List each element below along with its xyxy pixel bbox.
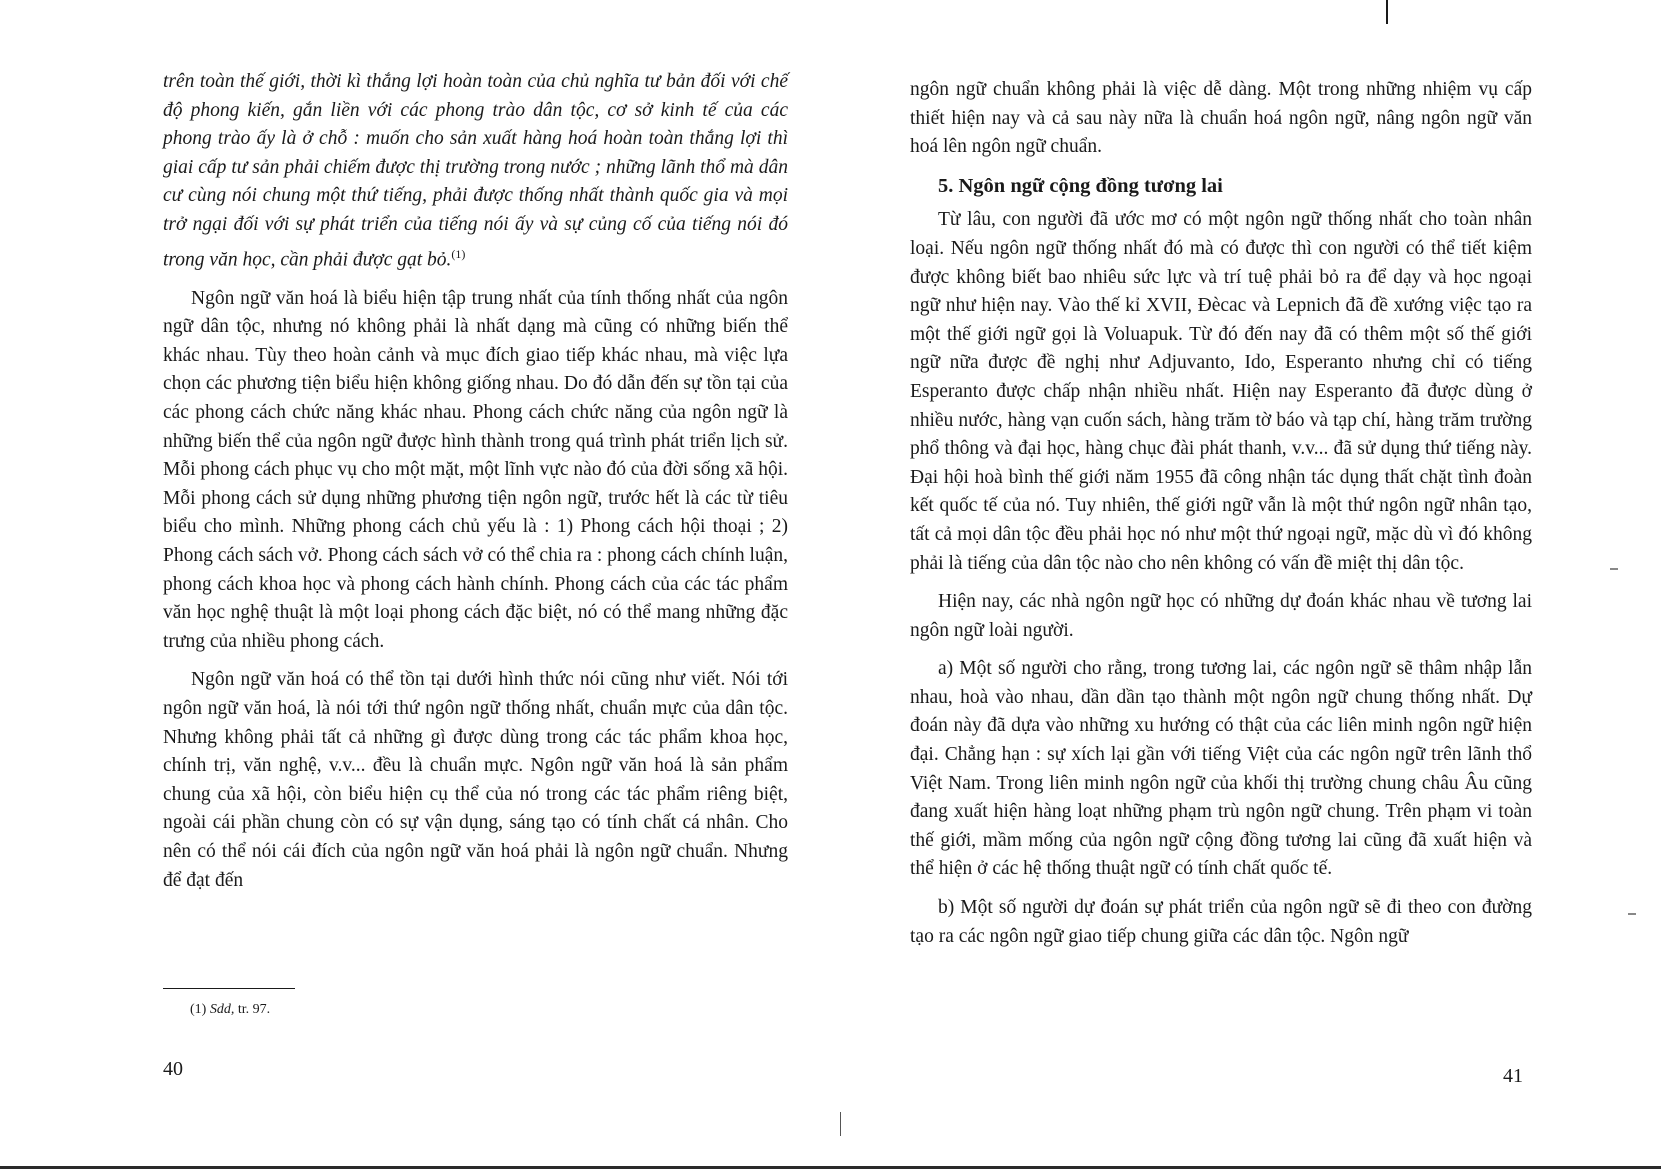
footnote-divider xyxy=(163,988,295,989)
paragraph: Ngôn ngữ văn hoá là biểu hiện tập trung nhất của tính thống nhất của ngôn ngữ dân tộc, nhưng nó không phải là nhất dạng mà cũng có những biến thể khác nhau. Tùy theo hoàn cảnh và mục đích giao tiếp khác nhau, mà việc lựa chọn các phương tiện biểu hiện không giống nhau. Do đó dẫn đến sự tồn tại của các phong cách chức năng khác nhau. Phong cách chức năng của ngôn ngữ là những biến thể của ngôn ngữ được hình thành trong quá trình phát triển lịch sử. Mỗi phong cách phục vụ cho một mặt, một lĩnh vực nào đó của đời sống xã hội. Mỗi phong cách sử dụng những phương tiện ngôn ngữ, trước hết là các từ tiêu biểu cho mình. Những phong cách chủ yếu là : 1) Phong cách hội thoại ; 2) Phong cách sách vở. Phong cách sách vở có thể chia ra : phong cách chính luận, phong cách khoa học và phong cách hành chính. Phong cách của các tác phẩm văn học nghệ thuật là một loại phong cách đặc biệt, nó có thể mang những đặc trưng của nhiều phong cách. xyxy=(163,287,788,652)
paragraph: Ngôn ngữ văn hoá có thể tồn tại dưới hình thức nói cũng như viết. Nói tới ngôn ngữ văn hoá, là nói tới thứ ngôn ngữ thống nhất, chuẩn mực của dân tộc. Nhưng không phải tất cả những gì được dùng trong các tác phẩm khoa học, chính trị, văn nghệ, v.v... đều là chuẩn mực. Ngôn ngữ văn hoá là sản phẩm chung của xã hội, còn biểu hiện cụ thể của nó trong các tác phẩm riêng biệt, ngoài cái phần chung còn có sự vận dụng, sáng tạo có tính chất cá nhân. Cho nên có thể nói cái đích của ngôn ngữ văn hoá phải là ngôn ngữ chuẩn. Nhưng để đạt đến xyxy=(163,669,788,891)
paragraph: ngôn ngữ chuẩn không phải là việc dễ dàng. Một trong những nhiệm vụ cấp thiết hiện nay và cả sau này nữa là chuẩn hoá ngôn ngữ, nâng ngôn ngữ văn hoá lên ngôn ngữ chuẩn. xyxy=(910,79,1532,158)
footnote xyxy=(190,1002,270,1018)
page-number: 41 xyxy=(1503,1065,1523,1087)
left-page-body xyxy=(163,68,788,905)
footnote-reference: (1) xyxy=(451,246,466,261)
paragraph: a) Một số người cho rằng, trong tương lai, các ngôn ngữ sẽ thâm nhập lẫn nhau, hoà vào nhau, dần dần tạo thành một ngôn ngữ chung thống nhất. Dự đoán này đã dựa vào những xu hướng có thật của các liên minh ngôn ngữ hiện đại. Chẳng hạn : sự xích lại gần với tiếng Việt của các ngôn ngữ trên lãnh thổ Việt Nam. Trong liên minh ngôn ngữ của khối thị trường chung châu Âu cũng đang xuất hiện hàng loạt những phạm trù ngôn ngữ chung. Trên phạm vi toàn thế giới, mầm mống của ngôn ngữ cộng đồng tương lai cũng đã xuất hiện và thể hiện ở các hệ thống thuật ngữ có tính chất quốc tế. xyxy=(910,658,1532,880)
quotation-text: trên toàn thế giới, thời kì thắng lợi hoàn toàn của chủ nghĩa tư bản đối với chế độ phong kiến, gắn liền với các phong trào dân tộc, cơ sở kinh tế của các phong trào ấy là ở chỗ : muốn cho sản xuất hàng hoá hoàn toàn thắng lợi thì giai cấp tư sản phải chiếm được thị trường trong nước ; những lãnh thổ mà dân cư cùng nói chung một thứ tiếng, phải được thống nhất thành quốc gia và mọi trở ngại đối với sự phát triển của tiếng nói ấy và sự củng cố của tiếng nói đó trong văn học, cần phải được gạt bỏ. xyxy=(163,71,788,271)
right-page xyxy=(830,0,1661,1169)
left-page xyxy=(0,0,830,1169)
quotation xyxy=(163,68,788,275)
section-heading: 5. Ngôn ngữ cộng đồng tương lai xyxy=(938,174,1223,197)
footnote-number: (1) xyxy=(190,1002,207,1017)
scan-mark xyxy=(1610,568,1618,570)
footnote-page: tr. 97. xyxy=(237,1002,271,1017)
scan-mark xyxy=(1628,913,1636,915)
right-page-body xyxy=(910,76,1532,961)
paragraph: b) Một số người dự đoán sự phát triển của ngôn ngữ sẽ đi theo con đường tạo ra các ngôn ngữ giao tiếp chung giữa các dân tộc. Ngôn ngữ xyxy=(910,897,1532,947)
binding-mark xyxy=(840,1112,841,1136)
paragraph: Từ lâu, con người đã ước mơ có một ngôn ngữ thống nhất cho toàn nhân loại. Nếu ngôn ngữ thống nhất đó mà có được thì con người có thể tiết kiệm được không biết bao nhiêu sức lực và trí tuệ phải bỏ ra để dạy và học ngoại ngữ như hiện nay. Vào thế kỉ XVII, Đècac và Lepnich đã đề xướng việc tạo ra một thế giới ngữ gọi là Voluapuk. Từ đó đến nay đã có thêm một số thế giới ngữ nữa được đề nghị như Adjuvanto, Ido, Esperanto nhưng chỉ có tiếng Esperanto được chấp nhận nhiều nhất. Hiện nay Esperanto đã được dùng ở nhiều nước, hàng vạn cuốn sách, hàng trăm tờ báo và tạp chí, hàng trăm trường phổ thông và đại học, hàng chục đài phát thanh, v.v... đã sử dụng thứ tiếng này. Đại hội hoà bình thế giới năm 1955 đã công nhận tác dụng thất chặt tình đoàn kết quốc tế của nó. Tuy nhiên, thế giới ngữ vẫn là một thứ ngôn ngữ nhân tạo, tất cả mọi dân tộc đều phải học nó như một thứ ngoại ngữ, mặc dù vì đó không phải là tiếng của dân tộc nào cho nên không có vấn đề miệt thị dân tộc. xyxy=(910,209,1532,574)
scan-mark xyxy=(1386,0,1388,24)
paragraph: Hiện nay, các nhà ngôn ngữ học có những dự đoán khác nhau về tương lai ngôn ngữ loài người. xyxy=(910,591,1532,641)
footnote-source: Sdd, xyxy=(209,1002,235,1017)
page-number: 40 xyxy=(163,1058,183,1080)
